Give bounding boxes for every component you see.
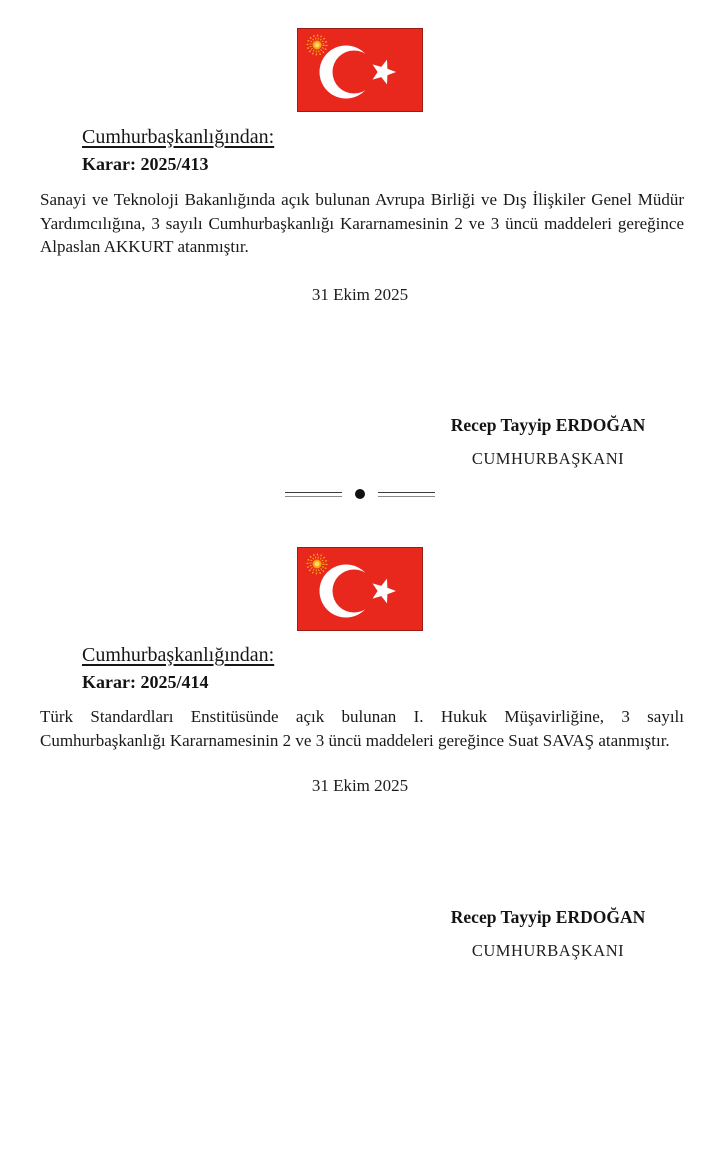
decree-decision-number: Karar: 2025/413 — [82, 154, 209, 174]
decree-decision-number: Karar: 2025/414 — [82, 672, 209, 692]
divider-rule-left — [285, 492, 342, 497]
section-divider — [0, 489, 720, 499]
turkish-presidential-flag — [297, 28, 423, 112]
decree-date: 31 Ekim 2025 — [311, 285, 409, 304]
decree-source-heading: Cumhurbaşkanlığından: — [82, 126, 275, 148]
signature-name: Recep Tayyip ERDOĞAN — [450, 415, 646, 435]
signature-name: Recep Tayyip ERDOĞAN — [450, 907, 646, 927]
decree-body-text: Türk Standardları Enstitüsünde açık bulunan I. Hukuk Müşavirliğine, 3 sayılı Cumhurbaşkanlığı Kararnamesinin 2 ve 3 üncü maddeleri gereğince Suat SAVAŞ atanmıştır. — [40, 707, 684, 750]
signature-block — [408, 415, 688, 469]
signature-title: CUMHURBAŞKANI — [471, 941, 625, 960]
decree-body-text: Sanayi ve Teknoloji Bakanlığında açık bulunan Avrupa Birliği ve Dış İlişkiler Genel Müdür Yardımcılığına, 3 sayılı Cumhurbaşkanlığı Kararnamesinin 2 ve 3 üncü maddeleri gereğince Alpaslan AKKURT atanmıştır. — [40, 190, 684, 256]
turkish-presidential-flag — [297, 547, 423, 631]
decree-source-heading: Cumhurbaşkanlığından: — [82, 644, 275, 666]
decree-date: 31 Ekim 2025 — [311, 776, 409, 795]
signature-block — [408, 907, 688, 961]
divider-dot — [355, 489, 365, 499]
signature-title: CUMHURBAŞKANI — [471, 449, 625, 468]
divider-rule-right — [378, 492, 435, 497]
